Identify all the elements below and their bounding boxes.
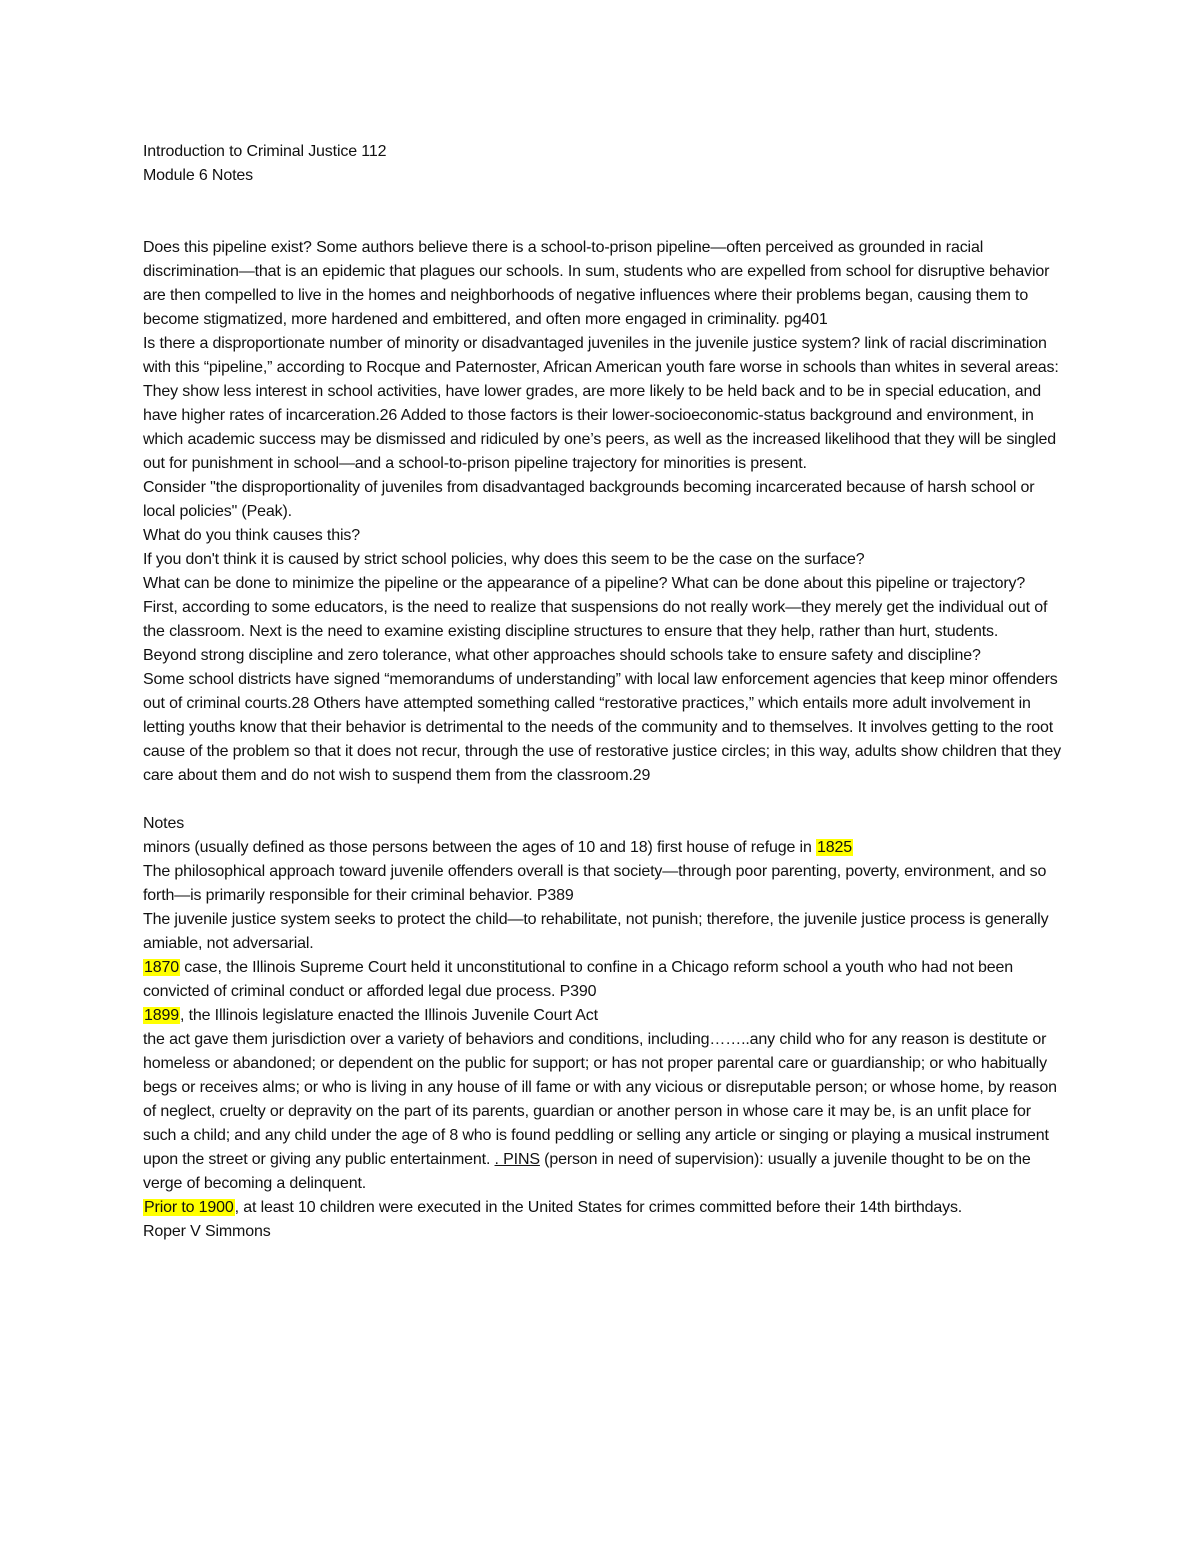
discussion-section xyxy=(143,236,1063,788)
paragraph-other-approaches: Beyond strong discipline and zero tolerance, what other approaches should schools take to ensure safety and discipline? xyxy=(143,647,981,664)
notes-heading: Notes xyxy=(143,815,185,832)
note-text: , the Illinois legislature enacted the Illinois Juvenile Court Act xyxy=(180,1007,598,1024)
note-protect-child: The juvenile justice system seeks to protect the child—to rehabilitate, not punish; therefore, the juvenile justice process is generally amiable, not adversarial. xyxy=(143,911,1049,952)
highlighted-year: 1899 xyxy=(144,1007,179,1024)
paragraph-strict-policies: If you don't think it is caused by strict school policies, why does this seem to be the case on the surface? xyxy=(143,551,865,568)
spacer xyxy=(143,188,1063,236)
highlighted-year: 1870 xyxy=(144,959,179,976)
document-page xyxy=(143,140,1063,1244)
course-title: Introduction to Criminal Justice 112 xyxy=(143,143,387,160)
highlighted-phrase: Prior to 1900 xyxy=(144,1199,234,1216)
note-jurisdiction xyxy=(143,1028,1063,1196)
paragraph-restorative: Some school districts have signed “memorandums of understanding” with local law enforcement agencies that keep minor offenders out of criminal courts.28 Others have attempted something called “restorative practices,” which entails more adult involvement in letting youths know that their behavior is detrimental to the needs of the community and to themselves. It involves getting to the root cause of the problem so that it does not recur, through the use of restorative justice circles; in this way, adults show children that they care about them and do not wish to suspend them from the classroom.29 xyxy=(143,671,1062,784)
paragraph-disproportionate: Is there a disproportionate number of minority or disadvantaged juveniles in the juvenile justice system? link of racial discrimination with this “pipeline,” according to Rocque and Paternoster, African American youth fare worse in schools than whites in several areas: They show less interest in school activities, have lower grades, are more likely to be held back and to be in special education, and have higher rates of incarceration.26 Added to those factors is their lower-socioeconomic-status background and environment, in which academic success may be dismissed and ridiculed by one’s peers, as well as the increased likelihood that they will be singled out for punishment in school—and a school-to-prison pipeline trajectory for minorities is present. xyxy=(143,335,1059,472)
note-house-of-refuge xyxy=(143,836,1063,860)
notes-section xyxy=(143,812,1063,1244)
paragraph-consider: Consider "the disproportionality of juveniles from disadvantaged backgrounds becoming incarcerated because of harsh school or local policies" (Peak). xyxy=(143,479,1035,520)
note-roper-simmons: Roper V Simmons xyxy=(143,1223,271,1240)
note-philosophical-approach: The philosophical approach toward juvenile offenders overall is that society—through poor parenting, poverty, environment, and so forth—is primarily responsible for their criminal behavior. P389 xyxy=(143,863,1047,904)
paragraph-minimize-pipeline: What can be done to minimize the pipeline or the appearance of a pipeline? What can be done about this pipeline or trajectory? First, according to some educators, is the need to realize that suspensions do not really work—they merely get the individual out of the classroom. Next is the need to examine existing discipline structures to ensure that they help, rather than hurt, students. xyxy=(143,575,1048,640)
spacer xyxy=(143,788,1063,812)
note-1870-case xyxy=(143,956,1063,1004)
paragraph-causes-question: What do you think causes this? xyxy=(143,527,360,544)
highlighted-year: 1825 xyxy=(816,839,852,856)
note-1899-act xyxy=(143,1004,1063,1028)
paragraph-pipeline-exist: Does this pipeline exist? Some authors believe there is a school-to-prison pipeline—often perceived as grounded in racial discrimination—that is an epidemic that plagues our schools. In sum, students who are expelled from school for disruptive behavior are then compelled to live in the homes and neighborhoods of negative influences where their problems began, causing them to become stigmatized, more hardened and embittered, and often more engaged in criminality. pg401 xyxy=(143,239,1050,328)
document-header xyxy=(143,140,1063,188)
note-text: case, the Illinois Supreme Court held it unconstitutional to confine in a Chicago reform school a youth who had not been convicted of criminal conduct or afforded legal due process. P390 xyxy=(143,959,1014,1000)
note-prior-1900 xyxy=(143,1196,1063,1220)
note-text: minors (usually defined as those persons between the ages of 10 and 18) first house of refuge in xyxy=(143,839,816,856)
note-text: the act gave them jurisdiction over a variety of behaviors and conditions, including……..any child who for any reason is destitute or homeless or abandoned; or dependent on the public for support; or has not proper parental care or guardianship; or who habitually begs or receives alms; or who is living in any house of ill fame or with any vicious or disreputable person; or whose home, by reason of neglect, cruelty or depravity on the part of its parents, guardian or another person in whose care it may be, is an unfit place for such a child; and any child under the age of 8 who is found peddling or selling any article or singing or playing a musical instrument upon the street or giving any public entertainment. xyxy=(143,1031,1057,1168)
underlined-term: . PINS xyxy=(494,1151,540,1168)
note-text: (person in need of supervision): usually a juvenile thought to be on the verge of becoming a delinquent. xyxy=(143,1151,1031,1192)
module-title: Module 6 Notes xyxy=(143,167,253,184)
note-text: , at least 10 children were executed in the United States for crimes committed before their 14th birthdays. xyxy=(234,1199,963,1216)
